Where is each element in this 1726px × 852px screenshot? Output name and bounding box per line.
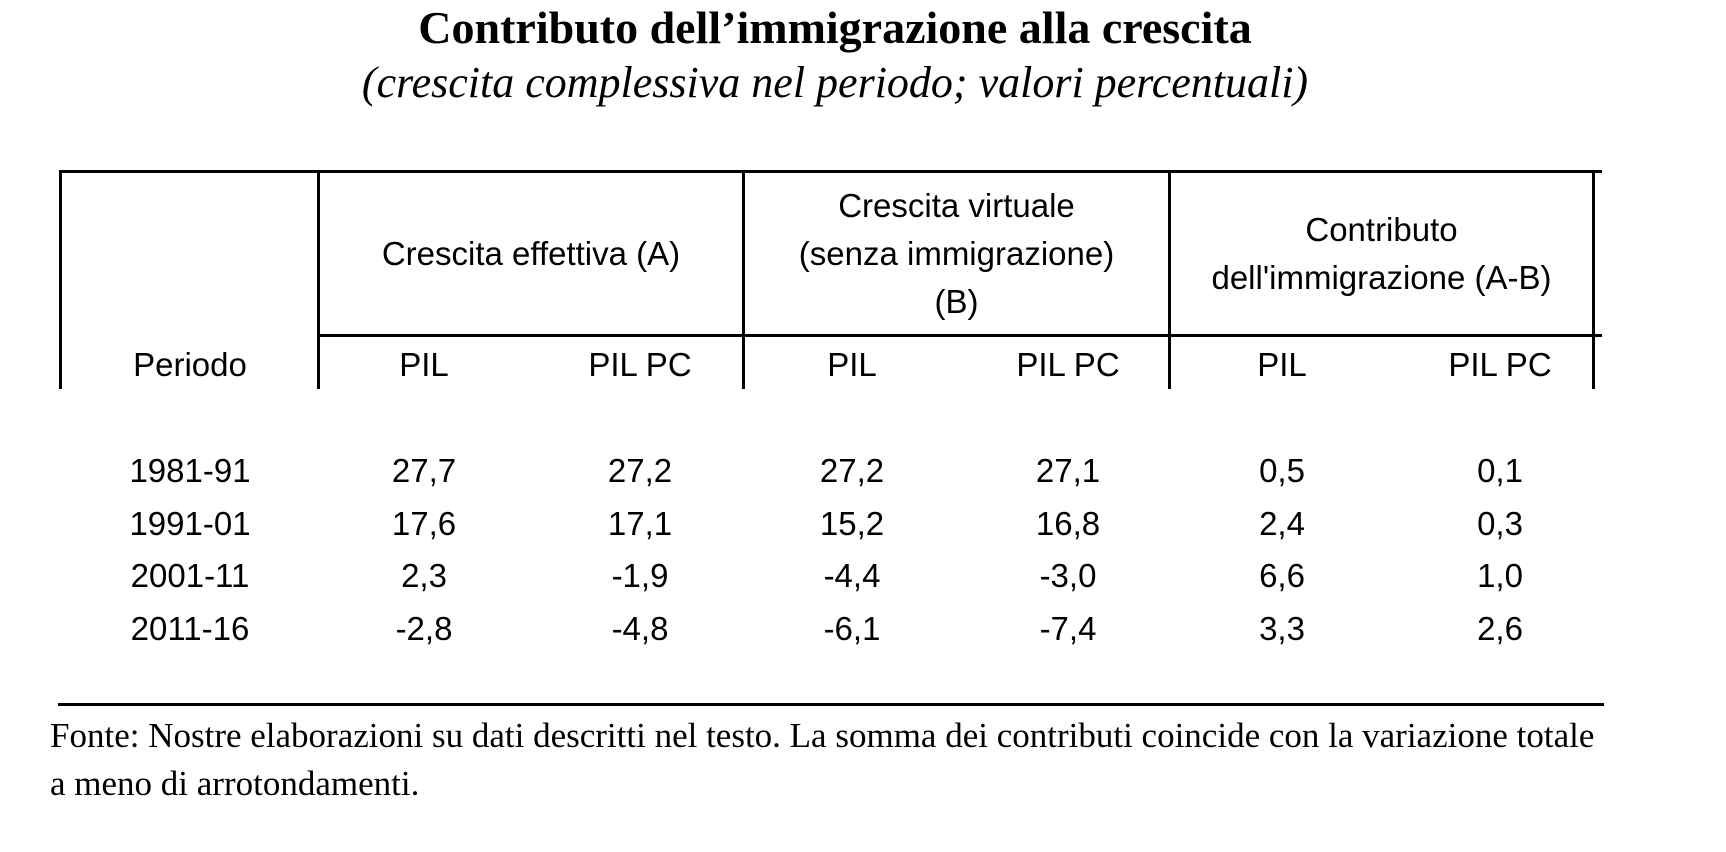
column-header-3: PIL [827, 346, 877, 383]
table-bottom-rule [58, 703, 1604, 706]
table-cell: -6,1 [823, 610, 881, 647]
row-label: 1981-91 [129, 452, 251, 489]
table-cell: 2,6 [1477, 610, 1523, 647]
table-cell: 17,1 [607, 505, 673, 542]
column-header-1: PIL [399, 346, 449, 383]
group-header-contributo: Contributo dell'immigrazione (A-B) [1211, 210, 1552, 296]
source-note: Fonte: Nostre elaborazioni su dati descritti nel testo. La somma dei contributi coincide con la variazione totale a meno di arrotondamenti. [50, 716, 1595, 803]
row-label: 2011-16 [130, 610, 250, 647]
table-cell: -7,4 [1039, 610, 1097, 647]
column-header-periodo: Periodo [133, 346, 247, 383]
table-cell: -1,9 [611, 557, 669, 594]
column-header-5: PIL [1257, 346, 1307, 383]
table-cell: 1,0 [1477, 557, 1523, 594]
table-title: Contributo dell’immigrazione alla crescita [418, 2, 1252, 53]
column-header-4: PIL PC [1016, 346, 1120, 383]
group-header-crescita-virtuale: Crescita virtuale (senza immigrazione) (B) [798, 186, 1115, 320]
table-cell: -3,0 [1039, 557, 1097, 594]
table-cell: 0,5 [1259, 452, 1305, 489]
table-cell: 2,4 [1259, 505, 1305, 542]
table-cell: 27,2 [819, 452, 885, 489]
table-cell: 27,2 [607, 452, 673, 489]
row-label: 2001-11 [130, 557, 250, 594]
vertical-rule-left [59, 170, 62, 389]
table-cell: 17,6 [391, 505, 457, 542]
table-cell: 0,1 [1477, 452, 1523, 489]
table-cell: 6,6 [1259, 557, 1305, 594]
table-cell: 3,3 [1259, 610, 1305, 647]
table-cell: -4,4 [823, 557, 881, 594]
table-cell: 15,2 [819, 505, 885, 542]
table-cell: 0,3 [1477, 505, 1523, 542]
table-cell: 27,7 [391, 452, 457, 489]
group-header-crescita-effettiva: Crescita effettiva (A) [381, 234, 681, 272]
table-cell: -2,8 [395, 610, 453, 647]
table-subtitle: (crescita complessiva nel periodo; valori percentuali) [361, 58, 1309, 107]
group-bottom-rule [318, 334, 1602, 337]
row-label: 1991-01 [129, 505, 251, 542]
table-cell: 27,1 [1035, 452, 1101, 489]
table-cell: 16,8 [1035, 505, 1101, 542]
column-header-6: PIL PC [1448, 346, 1552, 383]
table-cell: -4,8 [611, 610, 669, 647]
column-header-2: PIL PC [588, 346, 692, 383]
table-cell: 2,3 [401, 557, 447, 594]
